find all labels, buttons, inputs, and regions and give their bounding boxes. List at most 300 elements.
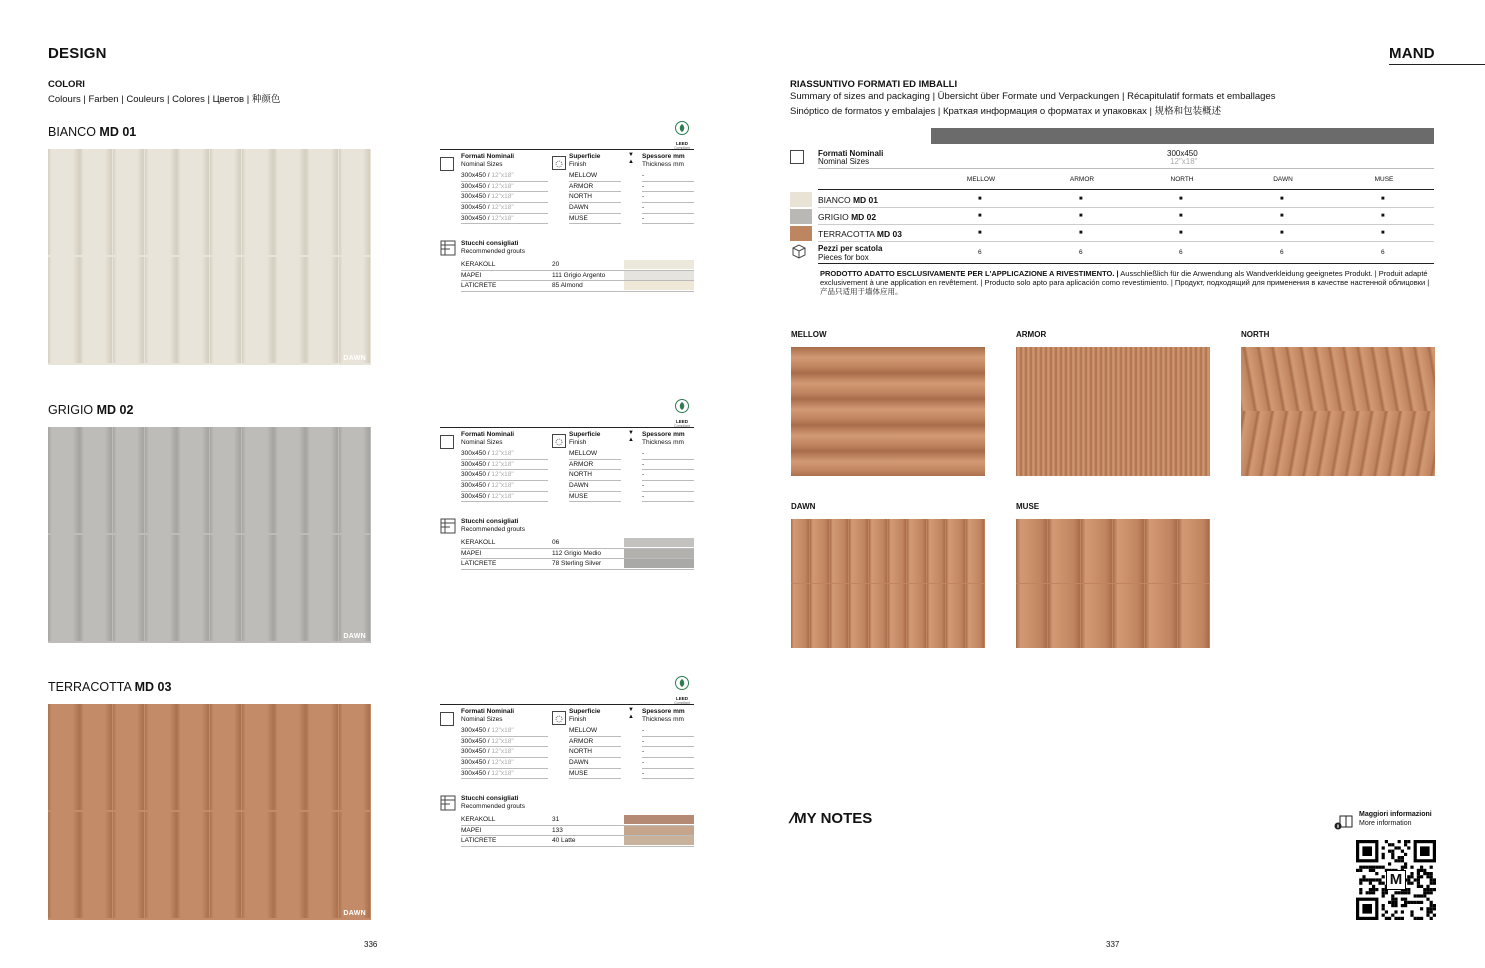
- thickness-row: -: [642, 203, 694, 214]
- box-value: 6: [1079, 249, 1083, 256]
- texture-piece: [849, 584, 867, 648]
- color-name-prefix: TERRACOTTA: [48, 680, 132, 694]
- tile-piece: [177, 149, 209, 255]
- texture-piece: [946, 519, 964, 583]
- tile-piece: [113, 257, 145, 363]
- tile-piece: [80, 812, 112, 918]
- grout-swatch: [624, 271, 694, 280]
- spessore-sub: Thickness mm: [642, 161, 684, 168]
- texture-piece: [1145, 519, 1176, 583]
- table-availability-mark: ■: [1280, 196, 1284, 202]
- finish-row: MUSE: [569, 492, 621, 503]
- size-value: 300x450 /: [461, 482, 490, 490]
- texture-piece: [966, 584, 984, 648]
- table-availability-mark: ■: [1381, 230, 1385, 236]
- tile-piece: [80, 704, 112, 810]
- table-availability-mark: ■: [1179, 230, 1183, 236]
- info-book-icon: [1334, 814, 1356, 830]
- formati-sub: Nominal Sizes: [461, 439, 503, 446]
- my-notes-heading: [786, 810, 873, 827]
- formati-title: Formati Nominali: [461, 708, 515, 715]
- tile-piece: [242, 427, 274, 533]
- size-inch: 12"x18": [491, 214, 514, 222]
- table-availability-mark: ■: [1381, 213, 1385, 219]
- table-availability-mark: ■: [1280, 213, 1284, 219]
- size-row: [461, 747, 548, 758]
- table-formati-title: Formati Nominali: [818, 149, 884, 158]
- leed-label: LEED: [675, 696, 688, 701]
- texture-piece: [907, 519, 925, 583]
- qr-center-logo: M: [1386, 870, 1406, 890]
- page-number-right: 337: [1106, 940, 1120, 949]
- superficie-title: Superficie: [569, 431, 601, 438]
- tile-piece: [48, 812, 80, 918]
- grout-sub: Recommended grouts: [461, 248, 525, 255]
- leed-sub: Compliant: [674, 424, 690, 428]
- tile-piece: [274, 149, 306, 255]
- thickness-row: -: [642, 470, 694, 481]
- size-inch: 12"x18": [491, 193, 514, 201]
- grout-brand: LATICRETE: [461, 837, 497, 845]
- gallery-label: MUSE: [1016, 502, 1040, 511]
- tile-piece: [177, 427, 209, 533]
- finish-row: NORTH: [569, 747, 621, 758]
- texture-band: [791, 347, 985, 373]
- tile-piece: [339, 427, 371, 533]
- leed-badge: [672, 398, 692, 428]
- spessore-sub: Thickness mm: [642, 439, 684, 446]
- grout-title: Stucchi consigliati: [461, 240, 519, 247]
- tile-piece: [306, 812, 338, 918]
- grout-row: [461, 281, 694, 292]
- color-name-code: MD 01: [99, 125, 137, 139]
- tile-piece: [210, 812, 242, 918]
- table-row-code: MD 03: [876, 229, 902, 239]
- size-value: 300x450 /: [461, 492, 490, 500]
- tile-photo: [48, 704, 371, 920]
- texture-piece: [869, 519, 887, 583]
- product-note: [820, 269, 1434, 296]
- grout-row: [461, 836, 694, 847]
- qr-code[interactable]: [1356, 840, 1436, 920]
- grout-swatch: [624, 815, 694, 824]
- texture-piece: [966, 519, 984, 583]
- table-availability-mark: ■: [1280, 230, 1284, 236]
- table-finish-header: NORTH: [1170, 176, 1194, 183]
- size-row: [461, 492, 548, 503]
- finish-row: NORTH: [569, 192, 621, 203]
- texture-piece: [907, 584, 925, 648]
- colori-heading: COLORI: [48, 79, 85, 90]
- table-rule-bottom: [818, 263, 1434, 264]
- thickness-icon: ▼ ▲: [628, 152, 634, 165]
- formati-icon: [440, 157, 454, 171]
- grout-swatch: [624, 836, 694, 845]
- size-inch: 12"x18": [491, 748, 514, 756]
- texture-piece: [869, 584, 887, 648]
- grout-brand: KERAKOLL: [461, 816, 496, 823]
- finish-icon: [552, 434, 566, 448]
- grout-code: 31: [552, 816, 560, 823]
- thickness-row: -: [642, 481, 694, 492]
- gallery-photo: [791, 347, 985, 476]
- box-value: 6: [1280, 249, 1284, 256]
- size-column: [461, 726, 548, 779]
- table-finish-header: DAWN: [1273, 176, 1293, 183]
- finish-row: DAWN: [569, 203, 621, 214]
- size-inch: 12"x18": [491, 172, 514, 179]
- formati-icon: [440, 435, 454, 449]
- table-row-code: MD 01: [852, 195, 879, 205]
- tile-piece: [48, 257, 80, 363]
- tile-photo-label: DAWN: [343, 633, 366, 640]
- formati-sub: Nominal Sizes: [461, 161, 503, 168]
- gallery-photo: [791, 519, 985, 648]
- leed-badge: [672, 675, 692, 705]
- finish-row: MELLOW: [569, 726, 621, 737]
- summary-title: RIASSUNTIVO FORMATI ED IMBALLI: [790, 79, 958, 90]
- grout-brand: LATICRETE: [461, 282, 497, 290]
- tile-piece: [274, 427, 306, 533]
- table-formati-sub: Nominal Sizes: [818, 157, 870, 166]
- superficie-sub: Finish: [569, 161, 587, 168]
- finish-row: DAWN: [569, 758, 621, 769]
- table-row-rule: [818, 241, 1434, 242]
- grout-code: 85 Almond: [552, 282, 583, 290]
- tile-piece: [306, 427, 338, 533]
- size-value: 300x450 /: [461, 471, 490, 479]
- tile-piece: [113, 149, 145, 255]
- color-name-code: MD 02: [96, 403, 134, 417]
- tile-piece: [177, 535, 209, 641]
- size-row: [461, 481, 548, 492]
- spessore-title: Spessore mm: [642, 153, 685, 160]
- formati-icon: [440, 712, 454, 726]
- box-value: 6: [978, 249, 982, 256]
- tile-piece: [48, 704, 80, 810]
- size-row: [461, 460, 548, 471]
- texture-piece: [1081, 584, 1112, 648]
- tile-piece: [145, 427, 177, 533]
- grout-code: 06: [552, 539, 560, 546]
- product-note-rest: Ausschließlich für die Anwendung als Wandverkleidung geeignetes Produkt. | Produit adapté exclusivement à une application en revêtement. | Producto solo apto para aplicación como revestimiento. | Продукт, подходящий для применения в качестве настенной облицовки | 产品只适用于墙体应用。: [820, 269, 1430, 296]
- size-row: [461, 171, 548, 182]
- finish-icon: [552, 156, 566, 170]
- tile-photo: [48, 427, 371, 643]
- texture-piece: [830, 519, 848, 583]
- finish-icon: [552, 711, 566, 725]
- size-inch: 12"x18": [491, 182, 514, 190]
- thickness-icon: ▼ ▲: [628, 430, 634, 443]
- table-row-swatch: [790, 226, 812, 241]
- table-availability-mark: ■: [1381, 196, 1385, 202]
- grout-swatch: [624, 281, 694, 290]
- texture-piece: [810, 584, 828, 648]
- spessore-sub: Thickness mm: [642, 716, 684, 723]
- grout-code: 111 Grigio Argento: [552, 271, 606, 279]
- table-rule-1: [818, 168, 1434, 169]
- tile-piece: [242, 149, 274, 255]
- table-availability-mark: ■: [978, 213, 982, 219]
- size-row: [461, 737, 548, 748]
- tile-piece: [145, 535, 177, 641]
- finish-row: DAWN: [569, 481, 621, 492]
- finish-row: MELLOW: [569, 171, 621, 182]
- grout-brand: LATICRETE: [461, 560, 497, 568]
- leed-sub: Compliant: [674, 146, 690, 150]
- size-value: 300x450 /: [461, 450, 490, 457]
- size-row: [461, 758, 548, 769]
- table-row-swatch: [790, 209, 812, 224]
- tile-piece: [306, 149, 338, 255]
- texture-band: [791, 399, 985, 425]
- finish-row: MUSE: [569, 214, 621, 225]
- texture-piece: [888, 519, 906, 583]
- tile-piece: [210, 427, 242, 533]
- gallery-label: MELLOW: [791, 330, 827, 339]
- thickness-column: [642, 171, 694, 224]
- thickness-row: -: [642, 492, 694, 503]
- size-value: 300x450 /: [461, 214, 490, 222]
- thickness-row: -: [642, 737, 694, 748]
- texture-piece: [1178, 519, 1209, 583]
- finish-row: ARMOR: [569, 182, 621, 193]
- table-availability-mark: ■: [978, 196, 982, 202]
- thickness-row: -: [642, 758, 694, 769]
- table-availability-mark: ■: [978, 230, 982, 236]
- size-inch: 12"x18": [491, 727, 514, 734]
- texture-piece: [1048, 519, 1079, 583]
- gallery-label: DAWN: [791, 502, 816, 511]
- size-inch: 12"x18": [491, 482, 514, 490]
- finish-row: NORTH: [569, 470, 621, 481]
- thickness-row: -: [642, 449, 694, 460]
- thickness-row: -: [642, 182, 694, 193]
- grout-brand: MAPEI: [461, 826, 482, 834]
- table-formati-icon: [790, 150, 804, 169]
- finish-column: [569, 171, 621, 224]
- size-row: [461, 769, 548, 780]
- size-row: [461, 449, 548, 460]
- texture-piece: [810, 519, 828, 583]
- tile-piece: [306, 704, 338, 810]
- gallery-photo: [1016, 347, 1210, 476]
- grout-title: Stucchi consigliati: [461, 795, 519, 802]
- color-name-prefix: GRIGIO: [48, 403, 94, 417]
- tile-piece: [339, 257, 371, 363]
- grout-swatch: [624, 826, 694, 835]
- box-title: Pezzi per scatola: [818, 244, 883, 253]
- tile-piece: [242, 812, 274, 918]
- size-inch: 12"x18": [491, 204, 514, 212]
- size-value: 300x450 /: [461, 769, 490, 777]
- grout-title: Stucchi consigliati: [461, 518, 519, 525]
- size-row: [461, 470, 548, 481]
- size-value: 300x450 /: [461, 737, 490, 745]
- tile-piece: [113, 535, 145, 641]
- table-row-prefix: BIANCO: [818, 195, 851, 205]
- grout-icon: [440, 518, 456, 534]
- table-row-prefix: TERRACOTTA: [818, 229, 875, 239]
- table-row-label: [818, 195, 878, 205]
- texture-piece: [1081, 519, 1112, 583]
- thickness-column: [642, 726, 694, 779]
- texture-piece: [1178, 584, 1209, 648]
- leed-sub: Compliant: [674, 701, 690, 705]
- table-row-rule: [818, 224, 1434, 225]
- grout-table: [461, 538, 694, 570]
- grout-sub: Recommended grouts: [461, 803, 525, 810]
- size-inch: 12"x18": [491, 471, 514, 479]
- grout-brand: KERAKOLL: [461, 261, 496, 268]
- texture-piece: [927, 584, 945, 648]
- tile-piece: [242, 704, 274, 810]
- gallery-label: ARMOR: [1016, 330, 1047, 339]
- colori-subtitle: Colours | Farben | Couleurs | Colores | Цветов | 种颜色: [48, 94, 281, 105]
- grout-code: 112 Grigio Medio: [552, 549, 602, 557]
- table-size: 300x450: [1167, 149, 1198, 158]
- grout-brand: MAPEI: [461, 549, 482, 557]
- size-value: 300x450 /: [461, 460, 490, 468]
- texture-piece: [1145, 584, 1176, 648]
- table-availability-mark: ■: [1179, 196, 1183, 202]
- size-row: [461, 203, 548, 214]
- tile-piece: [242, 535, 274, 641]
- finish-row: MUSE: [569, 769, 621, 780]
- tile-piece: [177, 812, 209, 918]
- leed-label: LEED: [675, 141, 688, 146]
- texture-band: [791, 451, 985, 476]
- grout-row: [461, 260, 694, 271]
- gallery-photo: [1241, 347, 1435, 476]
- thickness-row: -: [642, 769, 694, 780]
- texture-band: [791, 425, 985, 451]
- summary-line-2: Sinóptico de formatos y embalajes | Краткая информация о форматах и упаковках | 规格和包装概述: [790, 106, 1222, 117]
- texture-piece: [1016, 584, 1047, 648]
- grout-row: [461, 271, 694, 282]
- grout-swatch: [624, 260, 694, 269]
- brand-title: MAND: [1389, 45, 1435, 62]
- table-finish-header: ARMOR: [1069, 176, 1095, 183]
- grout-row: [461, 559, 694, 570]
- size-row: [461, 214, 548, 225]
- tile-piece: [145, 704, 177, 810]
- tile-piece: [80, 257, 112, 363]
- texture-band: [1241, 347, 1435, 411]
- tile-piece: [48, 149, 80, 255]
- size-value: 300x450 /: [461, 193, 490, 201]
- summary-line-1: Summary of sizes and packaging | Übersicht über Formate und Verpackungen | Récapitulatif formats et emballages: [790, 91, 1276, 102]
- table-rule-2: [818, 189, 1434, 190]
- grout-sub: Recommended grouts: [461, 526, 525, 533]
- spessore-title: Spessore mm: [642, 431, 685, 438]
- grout-row: [461, 549, 694, 560]
- page-number-left: 336: [364, 940, 378, 949]
- pencil-icon: /: [786, 810, 798, 827]
- formati-title: Formati Nominali: [461, 153, 515, 160]
- color-name-prefix: BIANCO: [48, 125, 96, 139]
- table-header-bar: [931, 128, 1434, 144]
- tile-piece: [306, 535, 338, 641]
- grout-brand: KERAKOLL: [461, 539, 496, 546]
- grout-row: [461, 538, 694, 549]
- grout-swatch: [624, 559, 694, 568]
- design-heading: DESIGN: [48, 45, 107, 62]
- texture-piece: [791, 519, 809, 583]
- leed-rule: [440, 427, 694, 428]
- tile-piece: [80, 427, 112, 533]
- table-row-code: MD 02: [851, 212, 877, 222]
- size-value: 300x450 /: [461, 182, 490, 190]
- size-inch: 12"x18": [491, 769, 514, 777]
- tile-piece: [210, 149, 242, 255]
- grout-icon: [440, 240, 456, 256]
- table-row-label: [818, 212, 876, 222]
- texture-piece: [1016, 519, 1047, 583]
- finish-column: [569, 449, 621, 502]
- table-size-inch: 12"x18": [1170, 157, 1198, 166]
- tile-piece: [80, 535, 112, 641]
- size-column: [461, 449, 548, 502]
- size-value: 300x450 /: [461, 759, 490, 767]
- grout-code: 78 Sterling Silver: [552, 560, 602, 568]
- grout-code: 133: [552, 826, 563, 834]
- tile-photo-label: DAWN: [343, 355, 366, 362]
- texture-piece: [1113, 519, 1144, 583]
- finish-row: MELLOW: [569, 449, 621, 460]
- finish-row: ARMOR: [569, 737, 621, 748]
- table-row-swatch: [790, 192, 812, 207]
- table-finish-header: MUSE: [1374, 176, 1394, 183]
- tile-photo: [48, 149, 371, 365]
- grout-swatch: [624, 538, 694, 547]
- superficie-title: Superficie: [569, 153, 601, 160]
- superficie-sub: Finish: [569, 716, 587, 723]
- tile-piece: [339, 704, 371, 810]
- grout-table: [461, 260, 694, 292]
- more-info-title: Maggiori informazioni: [1359, 811, 1432, 818]
- tile-piece: [145, 812, 177, 918]
- tile-piece: [113, 427, 145, 533]
- size-column: [461, 171, 548, 224]
- leed-label: LEED: [675, 419, 688, 424]
- color-name-code: MD 03: [134, 680, 172, 694]
- texture-piece: [1048, 584, 1079, 648]
- tile-piece: [145, 149, 177, 255]
- tile-piece: [113, 812, 145, 918]
- leed-badge: [672, 120, 692, 150]
- table-row-label: [818, 229, 902, 239]
- size-row: [461, 726, 548, 737]
- tile-piece: [274, 535, 306, 641]
- spessore-title: Spessore mm: [642, 708, 685, 715]
- tile-piece: [145, 257, 177, 363]
- box-value: 6: [1179, 249, 1183, 256]
- grout-brand: MAPEI: [461, 271, 482, 279]
- thickness-row: -: [642, 726, 694, 737]
- tile-piece: [210, 257, 242, 363]
- tile-photo-label: DAWN: [343, 910, 366, 917]
- size-value: 300x450 /: [461, 204, 490, 212]
- brand-rule: [1389, 64, 1485, 65]
- size-inch: 12"x18": [491, 759, 514, 767]
- box-sub: Pieces for box: [818, 253, 869, 262]
- size-value: 300x450 /: [461, 172, 490, 179]
- thickness-row: -: [642, 171, 694, 182]
- finish-row: ARMOR: [569, 460, 621, 471]
- grout-row: [461, 826, 694, 837]
- formati-title: Formati Nominali: [461, 431, 515, 438]
